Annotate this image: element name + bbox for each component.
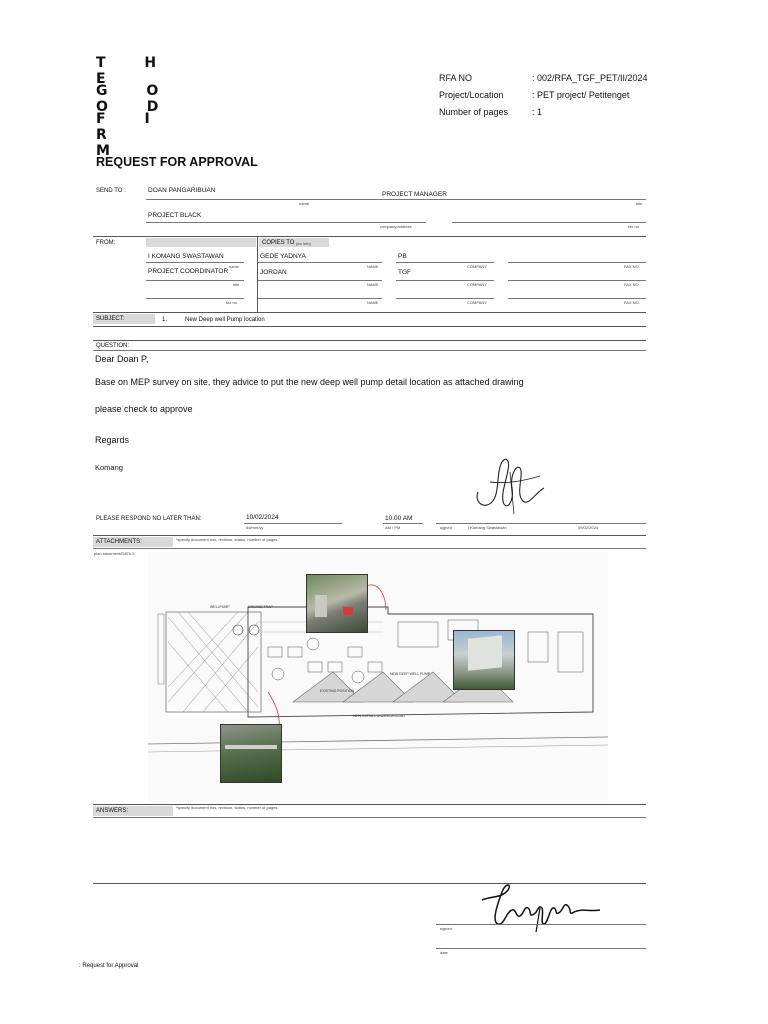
copies-company: TGF [398, 269, 411, 276]
attachments-note: *specify document nos, revision, status, number of pages [176, 537, 278, 542]
respond-label: PLEASE RESPOND NO LATER THAN: [96, 516, 202, 522]
rfa-no-label: RFA NO [439, 73, 473, 83]
divider [146, 298, 244, 299]
question-closing: Regards [95, 435, 130, 445]
site-photo [306, 574, 368, 633]
from-title-caption: title [233, 282, 240, 287]
divider [508, 280, 646, 281]
logo-line-2: G O O D [96, 83, 176, 115]
divider [436, 924, 646, 925]
project-location-label: Project/Location [439, 90, 504, 100]
divider [93, 312, 646, 313]
sender-signature [470, 452, 550, 518]
attachments-label: ATTACHMENTS: [96, 539, 142, 545]
subject-label: SUBJECT: [96, 316, 125, 322]
respond-signed-caption: signed [440, 525, 452, 530]
from-label: FROM: [96, 240, 116, 246]
divider [257, 237, 258, 312]
divider [396, 298, 494, 299]
page-title: REQUEST FOR APPROVAL [96, 155, 258, 169]
respond-signer: I Komang Swastawan [468, 525, 507, 530]
subject-text: New Deep well Pump location [185, 317, 265, 323]
divider [93, 326, 646, 327]
divider [93, 340, 646, 341]
logo-line-1: T H E [96, 55, 174, 87]
project-location-value: : PET project/ Petitenget [532, 90, 630, 100]
divider [146, 262, 244, 263]
question-greeting: Dear Doan P, [95, 354, 149, 364]
copies-company-caption: COMPANY [467, 300, 487, 305]
site-photo [453, 630, 515, 690]
respond-time: 10.00 AM [385, 515, 413, 522]
question-request: please check to approve [95, 404, 193, 414]
from-position: PROJECT COORDINATOR [148, 268, 229, 275]
copies-company-caption: COMPANY [467, 282, 487, 287]
site-photo [220, 724, 282, 783]
plan-label-new-pump: NEW DEEP WELL PUMP [390, 672, 431, 676]
respond-date-caption: dd/mm/yy [246, 525, 264, 530]
copies-fax-caption: FAX NO. [624, 282, 640, 287]
answers-signed-caption: signed [440, 926, 452, 931]
divider [383, 523, 423, 524]
answers-date-caption: date [440, 950, 448, 955]
divider [381, 199, 646, 200]
copies-company: PB [398, 253, 407, 260]
divider [436, 523, 646, 524]
copies-fax-caption: FAX NO. [624, 264, 640, 269]
divider [93, 548, 646, 549]
send-to-label: SEND TO : [96, 188, 126, 194]
question-body: Base on MEP survey on site, they advice to put the new deep well pump detail location as attached drawing [95, 377, 524, 387]
page-footer: : Request for Approval [79, 963, 139, 969]
plan-label-existing: EXISTING POSITION [320, 689, 355, 693]
divider [508, 262, 646, 263]
divider [436, 948, 646, 949]
divider [93, 350, 646, 351]
divider [244, 523, 342, 524]
number-of-pages-value: : 1 [532, 107, 543, 117]
plan-label-grease-trap: GREASE TRAP [248, 605, 273, 609]
floor-plan-drawing [148, 552, 608, 802]
divider [396, 280, 494, 281]
send-to-company-caption: company/address [380, 224, 412, 229]
question-sender: Komang [95, 463, 123, 472]
copies-name: JORDAN [260, 269, 287, 276]
from-band [146, 238, 256, 247]
send-to-name: DOAN PANGARIBUAN [148, 187, 216, 194]
logo-line-3: F I R M [96, 111, 167, 159]
divider [508, 298, 646, 299]
answers-note: *specify document nos, revision, status, number of pages [176, 805, 278, 810]
respond-signed-date: 09/02/2024 [578, 525, 599, 530]
divider [146, 222, 426, 223]
send-to-company: PROJECT BLACK [148, 212, 202, 219]
plan-caption: plan basement/DATA 5 [94, 551, 135, 556]
divider [146, 280, 244, 281]
divider [452, 222, 646, 223]
divider [93, 535, 646, 536]
send-to-name-caption: name [299, 201, 310, 206]
company-logo [96, 55, 176, 159]
from-fax-caption: fax no. [226, 300, 239, 305]
divider [258, 280, 382, 281]
copies-note: (for info) [296, 241, 311, 246]
from-name-caption: name [229, 264, 240, 269]
divider [258, 298, 382, 299]
copies-name-caption: NAME [367, 264, 379, 269]
plan-label-underground: NEW INSTALL UNDERGROUND [353, 714, 405, 718]
divider [93, 817, 646, 818]
copies-fax-caption: FAX NO. [624, 300, 640, 305]
from-name: I KOMANG SWASTAWAN [148, 253, 224, 260]
number-of-pages-label: Number of pages [439, 107, 509, 117]
copies-name: GEDE YADNYA [260, 253, 306, 260]
plan-label-wellpump: WELLPUMP [210, 605, 230, 609]
divider [396, 262, 494, 263]
copies-label: COPIES TO [262, 240, 295, 246]
copies-company-caption: COMPANY [467, 264, 487, 269]
send-to-title-caption: title [636, 201, 643, 206]
respond-date: 10/02/2024 [246, 514, 279, 521]
question-label: QUESTION: [96, 343, 130, 349]
divider [93, 236, 646, 237]
rfa-no-value: : 002/RFA_TGF_PET/II/2024 [532, 73, 648, 83]
answers-label: ANSWERS: [96, 808, 129, 814]
send-to-position: PROJECT MANAGER [382, 191, 447, 198]
respond-time-caption: AM / PM [385, 525, 401, 530]
send-to-fax-caption: fax no. [628, 224, 641, 229]
attached-floor-plan [148, 552, 608, 802]
copies-name-caption: NAME [367, 282, 379, 287]
divider [258, 262, 382, 263]
copies-name-caption: NAME [367, 300, 379, 305]
subject-number: 1. [162, 317, 168, 323]
